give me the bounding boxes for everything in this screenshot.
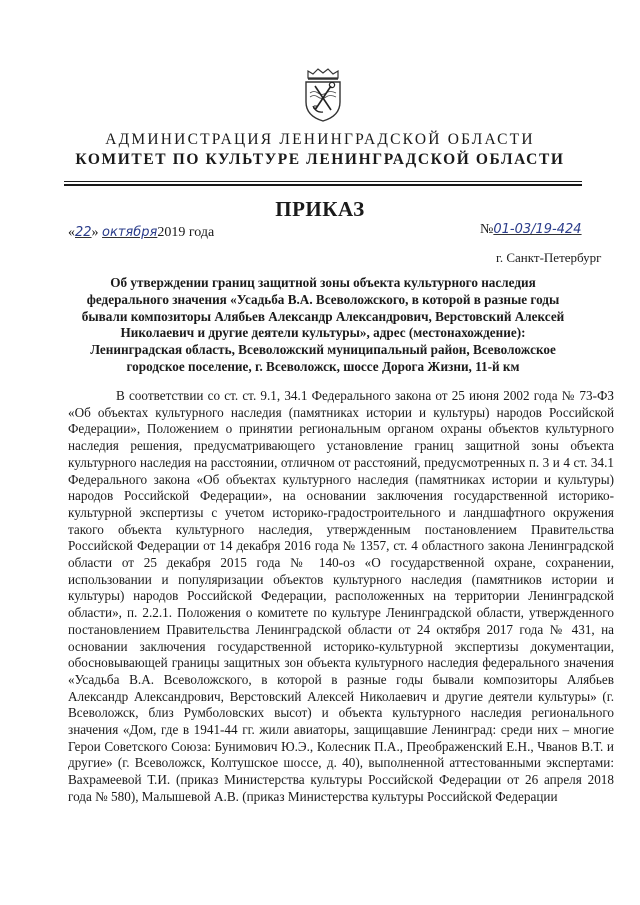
header-divider-thick [64, 184, 582, 186]
header-divider-thin [64, 181, 582, 182]
order-subject: Об утверждении границ защитной зоны объекта культурного наследия федерального значения «Усадьба В.А. Всеволожского, в которой в разные годы бывали композиторы Алябьев Александр Александрович, Верстовский Алексей Николаевич и другие деятели культуры», адрес (местонахождение): Ленинградская область, Всеволожский муниципальный район, Всеволожское городское поселение, г. Всеволожск, шоссе Дорога Жизни, 11-й км [81, 275, 565, 374]
date-year: 2019 года [157, 225, 215, 240]
order-number [480, 222, 582, 238]
number-value-handwritten: 01-03/19-424 [493, 222, 582, 237]
document-title: ПРИКАЗ [275, 197, 365, 221]
date-day-handwritten: 22 [75, 225, 92, 240]
date-close-quote: » [91, 225, 103, 240]
order-date [68, 225, 214, 241]
order-body-text: В соответствии со ст. ст. 9.1, 34.1 Федерального закона от 25 июня 2002 года № 73-ФЗ «Об объектах культурного наследия (памятниках истории и культуры) народов Российской Федерации», Положением о принятии региональным органом охраны объектов культурного наследия решения, предусматривающего установление границ защитной зоны объекта культурного наследия на расстоянии, отличном от расстояний, предусмотренных п. 3 и 4 ст. 34.1 Федерального закона «Об объектах культурного наследия (памятниках истории и культуры) народов Российской Федерации», на основании заключения государственной историко-культурной экспертизы с учетом историко-градостроительного и ландшафтного окружения такого объекта культурного наследия, утвержденным постановлением Правительства Российской Федерации от 14 декабря 2016 года № 1357, ст. 4 областного закона Ленинградской области от 25 декабря 2015 года № 140-оз «О государственной охране, сохранении, использовании и популяризации объектов культурного наследия (памятников истории и культуры) народов Российской Федерации, расположенных на территории Ленинградской области», п. 2.2.1. Положения о комитете по культуре Ленинградской области, утвержденного постановлением Правительства Ленинградской области от 24 октября 2017 года № 431, на основании заключения государственной историко-культурной экспертизы документации, обосновывающей границы защитных зон объекта культурного наследия федерального значения «Усадьба В.А. Всеволожского, в которой в разные годы бывали композиторы Алябьев Александр Александрович, Верстовский Алексей Николаевич и другие деятели культуры» (г. Всеволожск, близ Румболовских высот) и объекта культурного наследия регионального значения «Дом, где в 1941-44 гг. жили авиаторы, защищавшие Ленинград: среди них – многие Герои Советского Союза: Бунимович Ю.Э., Колесник П.А., Преображенский Е.Н., Чванов В.Т. и другие» (г. Всеволожск, Колтушское шоссе, д. 40), выполненной аттестованными экспертами: Вахрамеевой Т.И. (приказ Министерства культуры Российской Федерации от 26 апреля 2018 года № 580), Малышевой А.В. (приказ Министерства культуры Российской Федерации [68, 388, 614, 804]
date-month-handwritten: октября [102, 225, 158, 240]
administration-name: АДМИНИСТРАЦИЯ ЛЕНИНГРАДСКОЙ ОБЛАСТИ [105, 131, 535, 148]
committee-name: КОМИТЕТ ПО КУЛЬТУРЕ ЛЕНИНГРАДСКОЙ ОБЛАСТИ [75, 151, 565, 168]
coat-of-arms-icon [302, 66, 344, 122]
date-open-quote: « [68, 225, 75, 240]
number-sign: № [480, 222, 494, 237]
order-city: г. Санкт-Петербург [496, 250, 602, 265]
